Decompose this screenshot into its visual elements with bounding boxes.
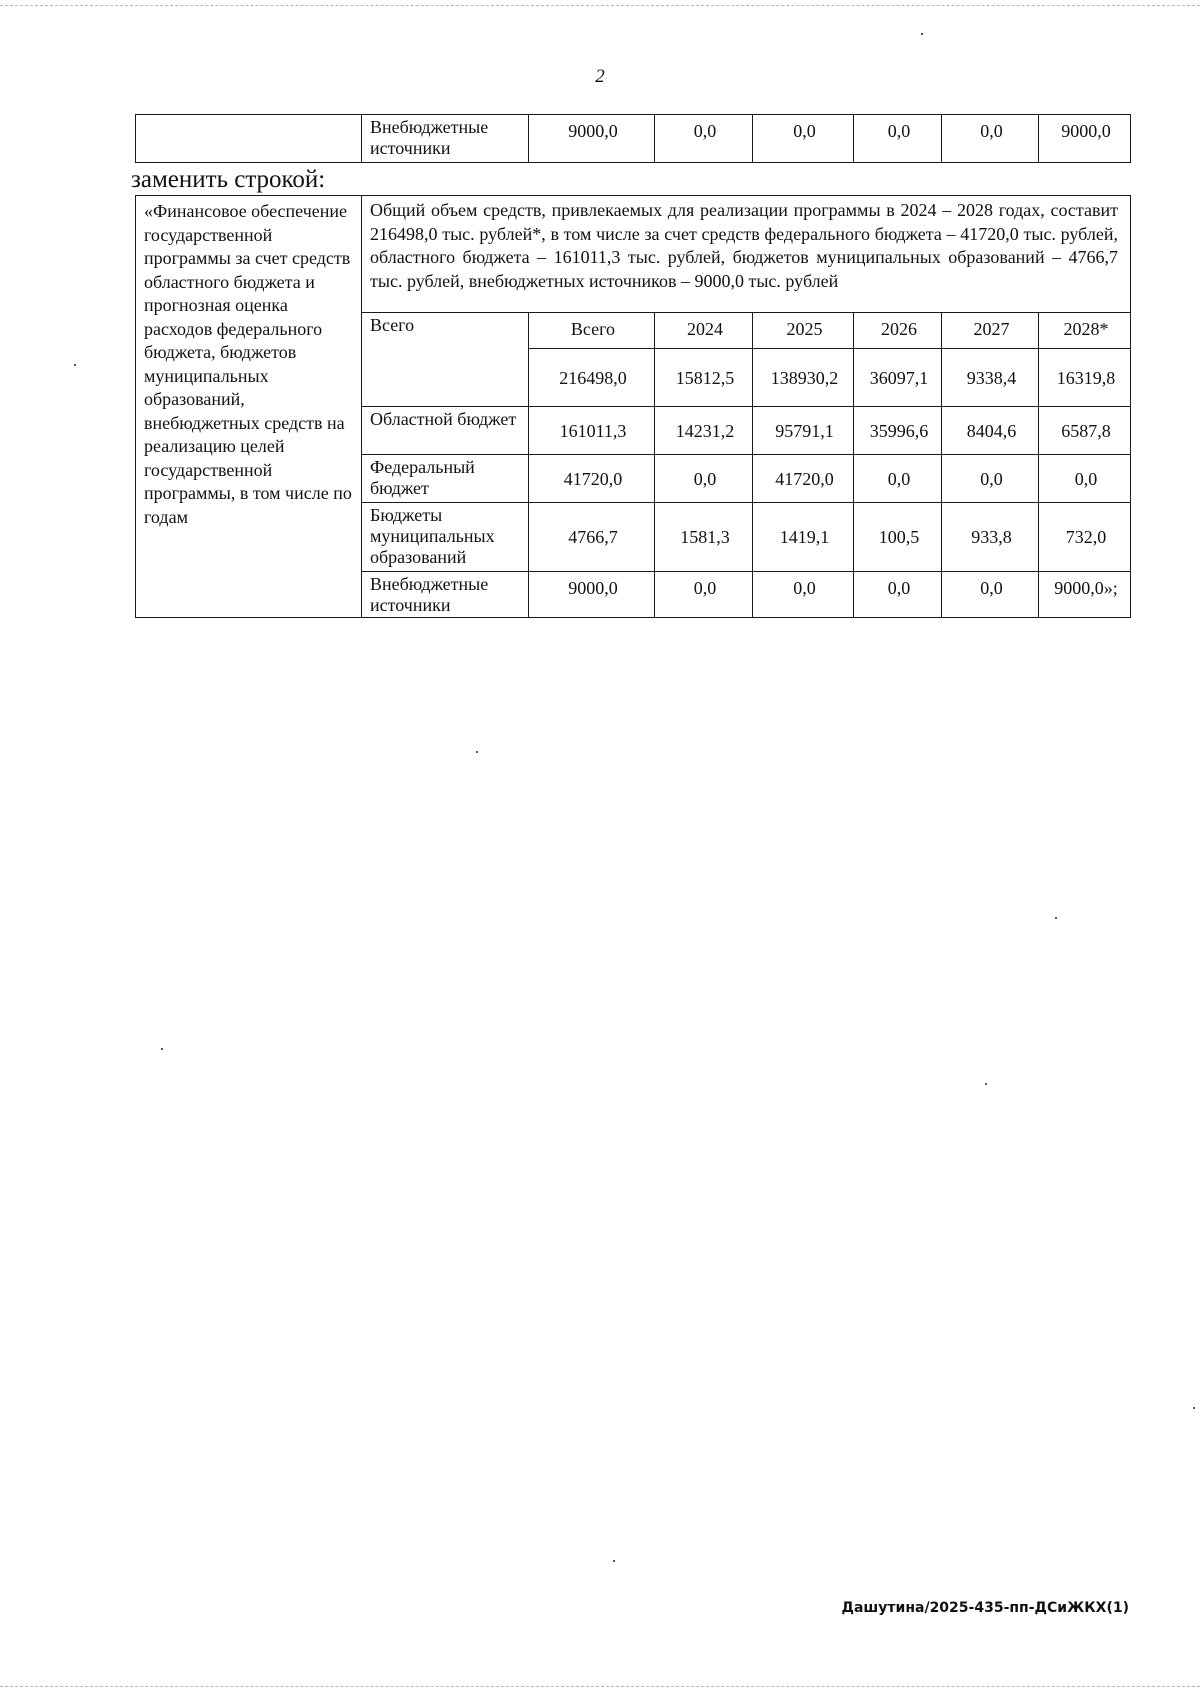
column-header: 2026	[854, 313, 942, 349]
value-cell: 0,0	[854, 572, 942, 618]
row-label: Внебюджетные источники	[362, 572, 529, 618]
value-cell: 9338,4	[942, 349, 1039, 407]
row-label: Федеральный бюджет	[362, 455, 529, 503]
value-cell: 16319,8	[1039, 349, 1131, 407]
scan-speck	[1055, 917, 1057, 919]
previous-row-table	[135, 114, 1131, 163]
value-cell: 9000,0	[1039, 115, 1131, 163]
scan-speck	[476, 751, 478, 753]
value-cell: 95791,1	[753, 407, 854, 455]
empty-title-cell	[136, 115, 362, 163]
value-cell: 9000,0»;	[1039, 572, 1131, 618]
value-cell: 933,8	[942, 503, 1039, 572]
value-cell: 0,0	[854, 455, 942, 503]
scan-speck	[921, 33, 923, 35]
column-header: 2024	[655, 313, 753, 349]
value-cell: 0,0	[655, 455, 753, 503]
value-cell: 0,0	[942, 115, 1039, 163]
row-label: Областной бюджет	[362, 407, 529, 455]
column-header: 2027	[942, 313, 1039, 349]
value-cell: 14231,2	[655, 407, 753, 455]
value-cell: 8404,6	[942, 407, 1039, 455]
scan-speck	[1193, 1407, 1195, 1409]
value-cell: 0,0	[655, 572, 753, 618]
value-cell: 138930,2	[753, 349, 854, 407]
value-cell: 1581,3	[655, 503, 753, 572]
value-cell: 161011,3	[529, 407, 655, 455]
value-cell: 6587,8	[1039, 407, 1131, 455]
value-cell: 0,0	[942, 572, 1039, 618]
row-label: Бюджеты муниципальных образований	[362, 503, 529, 572]
replace-label: заменить строкой:	[131, 166, 326, 193]
value-cell: 732,0	[1039, 503, 1131, 572]
value-cell: 41720,0	[529, 455, 655, 503]
value-cell: 0,0	[1039, 455, 1131, 503]
value-cell: 35996,6	[854, 407, 942, 455]
scan-speck	[74, 364, 76, 366]
value-cell: 216498,0	[529, 349, 655, 407]
page-number: 2	[595, 66, 605, 87]
value-cell: 1419,1	[753, 503, 854, 572]
column-header: 2028*	[1039, 313, 1131, 349]
value-cell: 15812,5	[655, 349, 753, 407]
table-row	[136, 115, 1131, 163]
value-cell: 0,0	[753, 572, 854, 618]
total-label: Всего	[362, 313, 529, 407]
table-row	[136, 196, 1131, 313]
column-header: Всего	[529, 313, 655, 349]
value-cell: 0,0	[942, 455, 1039, 503]
value-cell: 36097,1	[854, 349, 942, 407]
value-cell: 0,0	[753, 115, 854, 163]
document-code: Дашутина/2025-435-пп-ДСиЖКХ(1)	[841, 1600, 1129, 1616]
passport-title-cell: «Финансовое обеспечение государственной программы за счет средств областного бюджета и прогнозная оценка расходов федерального бюджета, бюджетов муниципальных образований, внебюджетных средств на реализацию целей государственной программы, в том числе по годам	[136, 196, 362, 618]
passport-summary: Общий объем средств, привлекаемых для реализации программы в 2024 – 2028 годах, составит 216498,0 тыс. рублей*, в том числе за счет средств федерального бюджета – 41720,0 тыс. рублей, областного бюджета – 161011,3 тыс. рублей, бюджетов муниципальных образований – 4766,7 тыс. рублей, внебюджетных источников – 9000,0 тыс. рублей	[362, 196, 1131, 313]
scan-edge-top	[0, 5, 1200, 6]
value-cell: 100,5	[854, 503, 942, 572]
scan-speck	[985, 1083, 987, 1085]
value-cell: 4766,7	[529, 503, 655, 572]
value-cell: 0,0	[655, 115, 753, 163]
scan-speck	[161, 1048, 163, 1050]
value-cell: 9000,0	[529, 115, 655, 163]
scan-edge-bottom	[0, 1686, 1200, 1687]
value-cell: 41720,0	[753, 455, 854, 503]
scan-speck	[613, 1560, 615, 1562]
value-cell: 9000,0	[529, 572, 655, 618]
passport-table	[135, 195, 1131, 618]
column-header: 2025	[753, 313, 854, 349]
row-label: Внебюджетные источники	[362, 115, 529, 163]
value-cell: 0,0	[854, 115, 942, 163]
